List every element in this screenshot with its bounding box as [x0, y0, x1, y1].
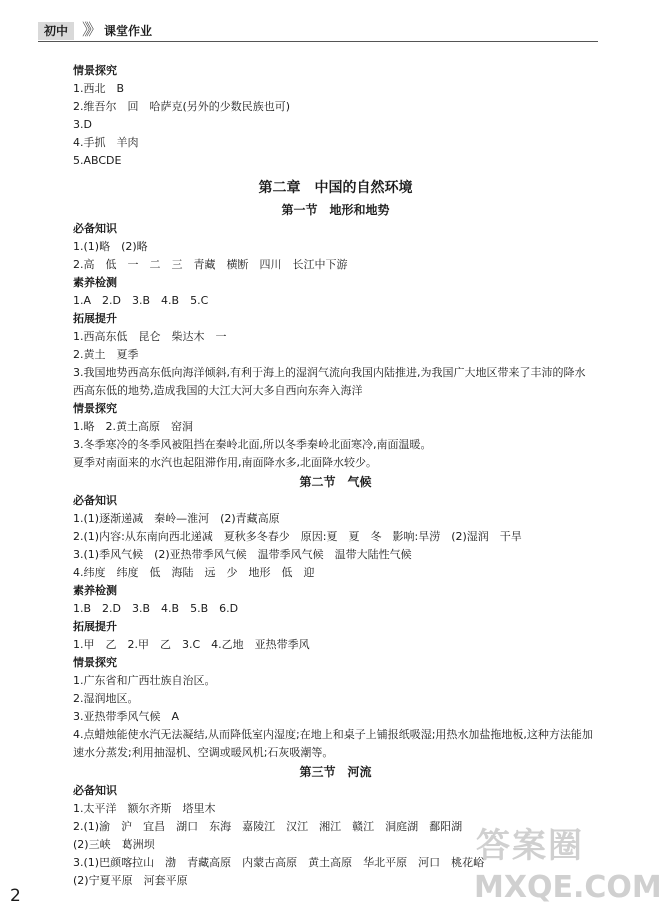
level-tag: 初中 — [38, 22, 74, 40]
answer-paragraph: 3.我国地势西高东低向海洋倾斜,有利于海上的湿润气流向我国内陆推进,为我国广大地区带来了丰沛的降水 西高东低的地势,造成我国的大江大河大多自西向东奔入海洋 — [73, 366, 597, 397]
answer-line: 4.纬度 纬度 低 海陆 远 少 地形 低 迎 — [73, 566, 315, 579]
answer-line: 4.手抓 羊肉 — [73, 136, 139, 149]
answer-line: 2.高 低 一 二 三 青藏 横断 四川 长江中下游 — [73, 258, 348, 271]
watermark-text-cn: 答案圈 — [476, 826, 584, 866]
subsection-heading: 素养检测 — [73, 276, 117, 289]
answer-line: 2.黄土 夏季 — [73, 348, 139, 361]
subsection-heading: 必备知识 — [73, 784, 117, 797]
answer-line: 夏季对南面来的水汽也起阻滞作用,南面降水多,北面降水较少。 — [73, 456, 377, 469]
answer-line: 5.ABCDE — [73, 154, 122, 167]
subsection-heading: 素养检测 — [73, 584, 117, 597]
page-number: 2 — [10, 886, 21, 906]
answer-line: 1.西高东低 昆仑 柴达木 一 — [73, 330, 227, 343]
answer-line: 1.A 2.D 3.B 4.B 5.C — [73, 294, 209, 307]
subsection-heading: 拓展提升 — [73, 620, 117, 633]
section-title: 第二节 气候 — [299, 475, 372, 489]
answer-line: 3.(1)巴颜喀拉山 渤 青藏高原 内蒙古高原 黄土高原 华北平原 河口 桃花峪 — [73, 856, 485, 869]
chevron-icon: 》》 — [82, 20, 99, 39]
answer-line: 1.(1)略 (2)略 — [73, 240, 148, 253]
answer-line: 1.B 2.D 3.B 4.B 5.B 6.D — [73, 602, 239, 615]
answer-line: 1.略 2.黄土高原 窑洞 — [73, 420, 193, 433]
answer-content — [73, 62, 598, 890]
answer-line: (2)三峡 葛洲坝 — [73, 838, 155, 851]
answer-line: 2.(1)内容:从东南向西北递减 夏秋多冬春少 原因:夏 夏 冬 影响:旱涝 (2)湿润 干旱 — [73, 530, 522, 543]
answer-line: 1.广东省和广西壮族自治区。 — [73, 674, 216, 687]
chapter-title: 第二章 中国的自然环境 — [258, 180, 413, 196]
subsection-heading: 情景探究 — [73, 402, 117, 415]
answer-line: 1.西北 B — [73, 82, 125, 95]
subsection-heading: 必备知识 — [73, 494, 117, 507]
page-header — [38, 20, 598, 42]
answer-line: 1.(1)逐渐递减 秦岭—淮河 (2)青藏高原 — [73, 512, 280, 525]
answer-line: 2.湿润地区。 — [73, 692, 139, 705]
subsection-heading: 情景探究 — [73, 64, 117, 77]
subsection-heading: 拓展提升 — [73, 312, 117, 325]
answer-paragraph: 4.点蜡烛能使水汽无法凝结,从而降低室内湿度;在地上和桌子上铺报纸吸湿;用热水加盐拖地板,这种方法能加速水分蒸发;利用抽湿机、空调或暖风机;石灰吸潮等。 — [73, 728, 593, 759]
answer-line: (2)宁夏平原 河套平原 — [73, 874, 188, 887]
answer-line: 3.(1)季风气候 (2)亚热带季风气候 温带季风气候 温带大陆性气候 — [73, 548, 412, 561]
subsection-heading: 情景探究 — [73, 656, 117, 669]
header-rule — [38, 41, 598, 42]
answer-line: 3.D — [73, 118, 92, 131]
answer-line: 3.亚热带季风气候 A — [73, 710, 180, 723]
answer-line: 1.甲 乙 2.甲 乙 3.C 4.乙地 亚热带季风 — [73, 638, 310, 651]
section-title: 第一节 地形和地势 — [281, 203, 390, 217]
answer-line: 1.太平洋 额尔齐斯 塔里木 — [73, 802, 216, 815]
watermark-logo — [470, 818, 662, 914]
section-title: 第三节 河流 — [299, 765, 372, 779]
answer-line: 2.维吾尔 回 哈萨克(另外的少数民族也可) — [73, 100, 291, 113]
watermark-text-en: MXQE.COM — [474, 870, 662, 905]
header-title: 课堂作业 — [104, 24, 153, 38]
answer-line: 3.冬季寒冷的冬季风被阻挡在秦岭北面,所以冬季秦岭北面寒冷,南面温暖。 — [73, 438, 432, 451]
answer-line: 2.(1)渝 沪 宜昌 湖口 东海 嘉陵江 汉江 湘江 赣江 洞庭湖 鄱阳湖 — [73, 820, 463, 833]
subsection-heading: 必备知识 — [73, 222, 117, 235]
